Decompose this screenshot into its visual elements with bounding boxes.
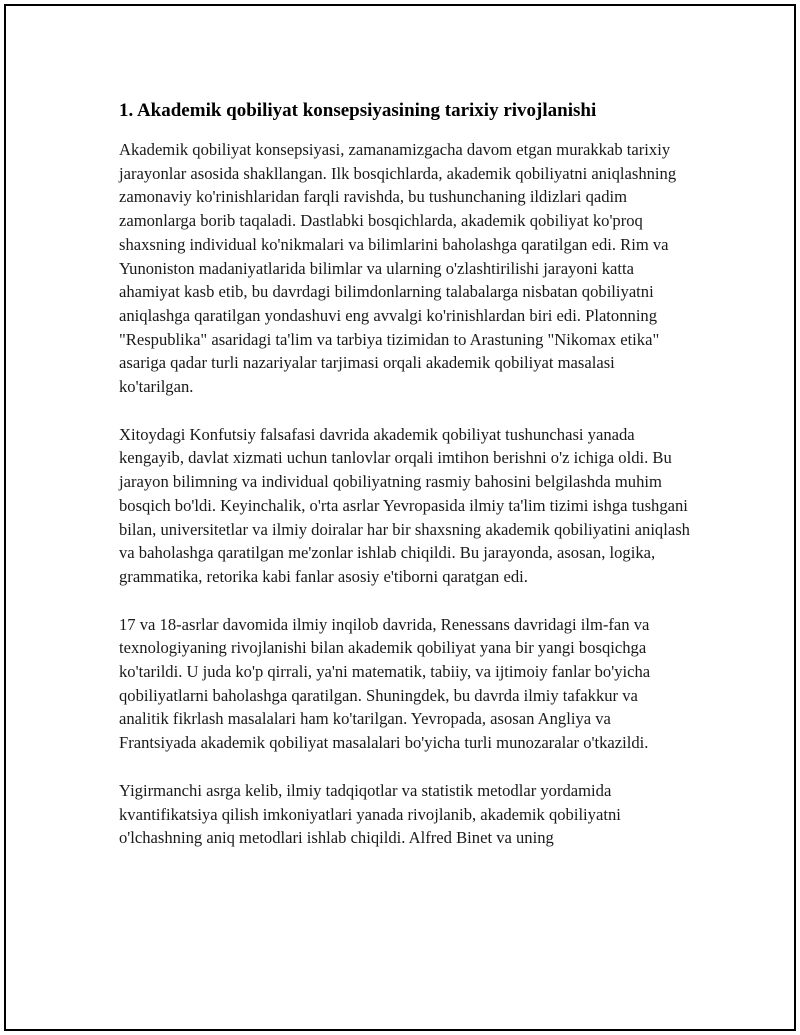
paragraph-2: Xitoydagi Konfutsiy falsafasi davrida akademik qobiliyat tushunchasi yanada kengayib, davlat xizmati uchun tanlovlar orqali imtihon berishni o'z ichiga oldi. Bu jarayon bilimning va individual qobiliyatning rasmiy bahosini belgilashda muhim bosqich bo'ldi. Keyinchalik, o'rta asrlar Yevropasida ilmiy ta'lim tizimi ishga tushgani bilan, universitetlar va ilmiy doiralar har bir shaxsning akademik qobiliyatini aniqlash va baholashga qaratilgan me'zonlar ishlab chiqildi. Bu jarayonda, asosan, logika, grammatika, retorika kabi fanlar asosiy e'tiborni qaratgan edi. [119, 424, 690, 586]
document-page [4, 4, 796, 1031]
paragraph-1: Akademik qobiliyat konsepsiyasi, zamanamizgacha davom etgan murakkab tarixiy jarayonlar asosida shakllangan. Ilk bosqichlarda, akademik qobiliyatni aniqlashning zamonaviy ko'rinishlaridan farqli ravishda, bu tushunchaning ildizlari qadim zamonlarga borib taqaladi. Dastlabki bosqichlarda, akademik qobiliyat ko'proq shaxsning individual ko'nikmalari va bilimlarini baholashga qaratilgan edi. Rim va Yunoniston madaniyatlarida bilimlar va ularning o'zlashtirilishi jarayoni katta ahamiyat kasb etib, bu davrdagi bilimdonlarning talabalarga nisbatan qobiliyatni aniqlashga qaratilgan yondashuvi eng avvalgi ko'rinishlardan biri edi. Platonning "Respublika" asaridagi ta'lim va tarbiya tizimidan to Arastuning "Nikomax etika" asariga qadar turli nazariyalar tarjimasi orqali akademik qobiliyat masalasi ko'tarilgan. [119, 140, 677, 397]
document-body [119, 99, 691, 874]
paragraph-3: 17 va 18-asrlar davomida ilmiy inqilob davrida, Renessans davridagi ilm-fan va texnologiyaning rivojlanishi bilan akademik qobiliyat yana bir yangi bosqichga ko'tarildi. U juda ko'p qirrali, ya'ni matematik, tabiiy, va ijtimoiy fanlar bo'yicha qobiliyatlarni baholashga qaratilgan. Shuningdek, bu davrda ilmiy tafakkur va analitik fikrlash masalalari ham ko'tarilgan. Yevropada, asosan Angliya va Frantsiyada akademik qobiliyat masalalari bo'yicha turli munozaralar o'tkazildi. [119, 614, 651, 753]
paragraph-4: Yigirmanchi asrga kelib, ilmiy tadqiqotlar va statistik metodlar yordamida kvantifikatsiya qilish imkoniyatlari yanada rivojlanib, akademik qobiliyatni o'lchashning aniq metodlari ishlab chiqildi. Alfred Binet va uning [119, 780, 621, 848]
section-heading: 1. Akademik qobiliyat konsepsiyasining tarixiy rivojlanishi [119, 100, 597, 121]
